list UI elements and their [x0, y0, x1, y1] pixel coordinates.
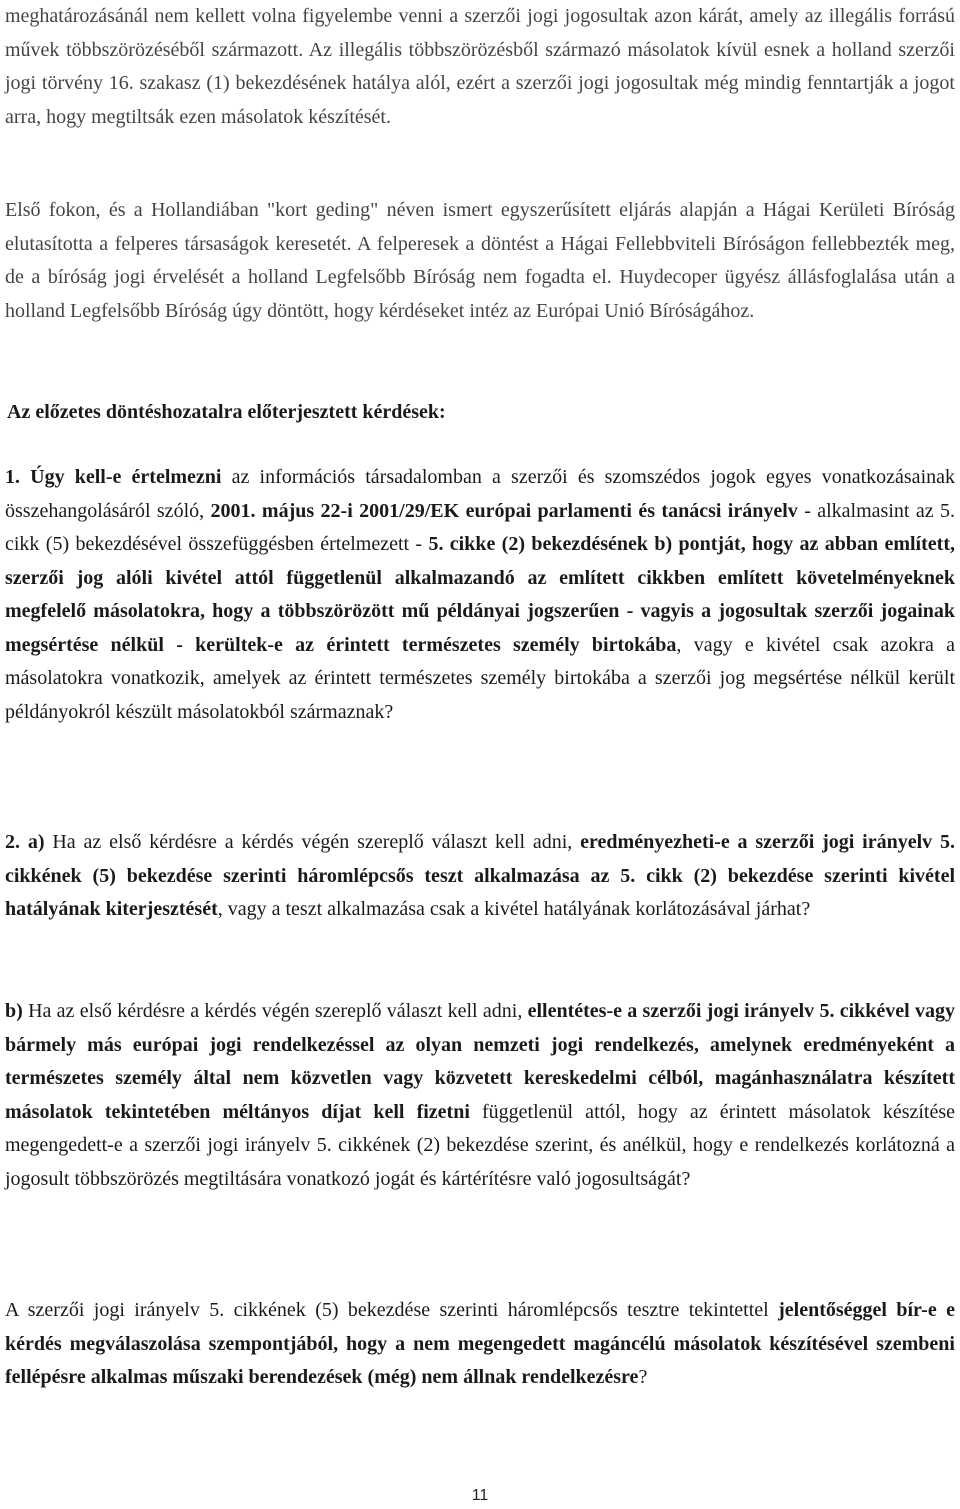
- question-2a: [5, 826, 955, 927]
- question-2b: [5, 995, 955, 1196]
- question-1: [5, 461, 955, 729]
- q2a-text-b: , vagy a teszt alkalmazása csak a kivétel hatályának korlátozásával járhat?: [217, 898, 811, 920]
- q2b-text-b: függetlenül attól, hogy az érintett másolatok készítése megengedett-e a szerzői jogi irányelv 5. cikkének (2) bekezdése szerint, és anélkül, hogy e rendelkezés korlátozná a jogosult többszörözés megtiltására vonatkozó jogát és kártérítésre való jogosultságát?: [5, 1100, 956, 1190]
- q2b-text-a: Ha az első kérdésre a kérdés végén szereplő választ kell adni,: [22, 1000, 528, 1022]
- q2a-core: eredményezheti-e a szerzői jogi irányelv 5. cikkének (5) bekezdése szerinti háromlépcsős teszt alkalmazása az 5. cikk (2) bekezdése szerinti kivétel hatályának kiterjesztését: [5, 831, 955, 920]
- question-3: [5, 1294, 955, 1395]
- paragraph-background: meghatározásánál nem kellett volna figyelembe venni a szerzői jogi jogosultak azon kárát, amely az illegális forrású művek többszörözéséből származott. Az illegális többszörözésből származó másolatok kívül esnek a holland szerzői jogi törvény 16. szakasz (1) bekezdésének hatálya alól, ezért a szerzői jogi jogosultak még mindig fenntartják a jogot arra, hogy megtiltsák ezen másolatok készítését.: [5, 5, 955, 128]
- q1-lead: 1. Úgy kell-e értelmezni: [5, 466, 222, 488]
- q3-text-a: A szerzői jogi irányelv 5. cikkének (5) bekezdése szerinti háromlépcsős tesztre tekintettel: [5, 1299, 779, 1321]
- paragraph-proceedings: Első fokon, és a Hollandiában "kort geding" néven ismert egyszerűsített eljárás alapján a Hágai Kerületi Bíróság elutasította a felperes társaságok keresetét. A felperesek a döntést a Hágai Fellebbviteli Bíróságon fellebbezték meg, de a bíróság jogi érvelését a holland Legfelsőbb Bíróság nem fogadta el. Huydecoper ügyész állásfoglalása után a holland Legfelsőbb Bíróság úgy döntött, hogy kérdéseket intéz az Európai Unió Bíróságához.: [5, 199, 955, 322]
- q2b-lead: b): [5, 1000, 23, 1022]
- q1-core: 5. cikke (2) bekezdésének b) pontját, hogy az abban említett, szerzői jog alóli kivétel attól függetlenül alkalmazandó az említett cikkben említett követelményeknek megfelelő másolatokra, hogy a többszörözött mű példányai jogszerűen - vagyis a jogosultak szerzői jogainak megsértése nélkül - kerültek-e az érintett természetes személy birtokába: [5, 533, 955, 656]
- q1-text-a: az információs társadalomban a szerzői és szomszédos jogok egyes vonatkozásainak összehangolásáról szóló,: [5, 466, 955, 522]
- q1-text-b: - alkalmasint az 5. cikk (5) bekezdésével összefüggésben értelmezett -: [5, 499, 955, 555]
- q3-core: jelentőséggel bír-e e kérdés megválaszolása szempontjából, hogy a nem megengedett magáncélú másolatok készítésével szembeni fellépésre alkalmas műszaki berendezések (még) nem állnak rendelkezésre: [5, 1299, 955, 1388]
- q1-text-c: , vagy e kivétel csak azokra a másolatokra vonatkozik, amelyek az érintett természetes személy birtokába a szerzői jog megsértése nélkül került példányokról készült másolatokból származnak?: [5, 633, 955, 723]
- q3-text-b: ?: [638, 1366, 648, 1388]
- q2b-core: ellentétes-e a szerzői jogi irányelv 5. cikkével vagy bármely más európai jogi rendelkezéssel az olyan nemzeti jogi rendelkezés, amelynek eredményeként a természetes személy által nem közvetlen vagy közvetett kereskedelmi célból, magánhasználatra készített másolatok tekintetében méltányos díjat kell fizetni: [5, 1000, 956, 1123]
- q2a-text-a: Ha az első kérdésre a kérdés végén szereplő választ kell adni,: [44, 831, 581, 853]
- section-heading: Az előzetes döntéshozatalra előterjesztett kérdések:: [7, 401, 446, 423]
- q1-directive: 2001. május 22-i 2001/29/EK európai parlamenti és tanácsi irányelv: [210, 499, 798, 522]
- q2a-lead: 2. a): [5, 831, 45, 853]
- page-number: 11: [471, 1487, 489, 1504]
